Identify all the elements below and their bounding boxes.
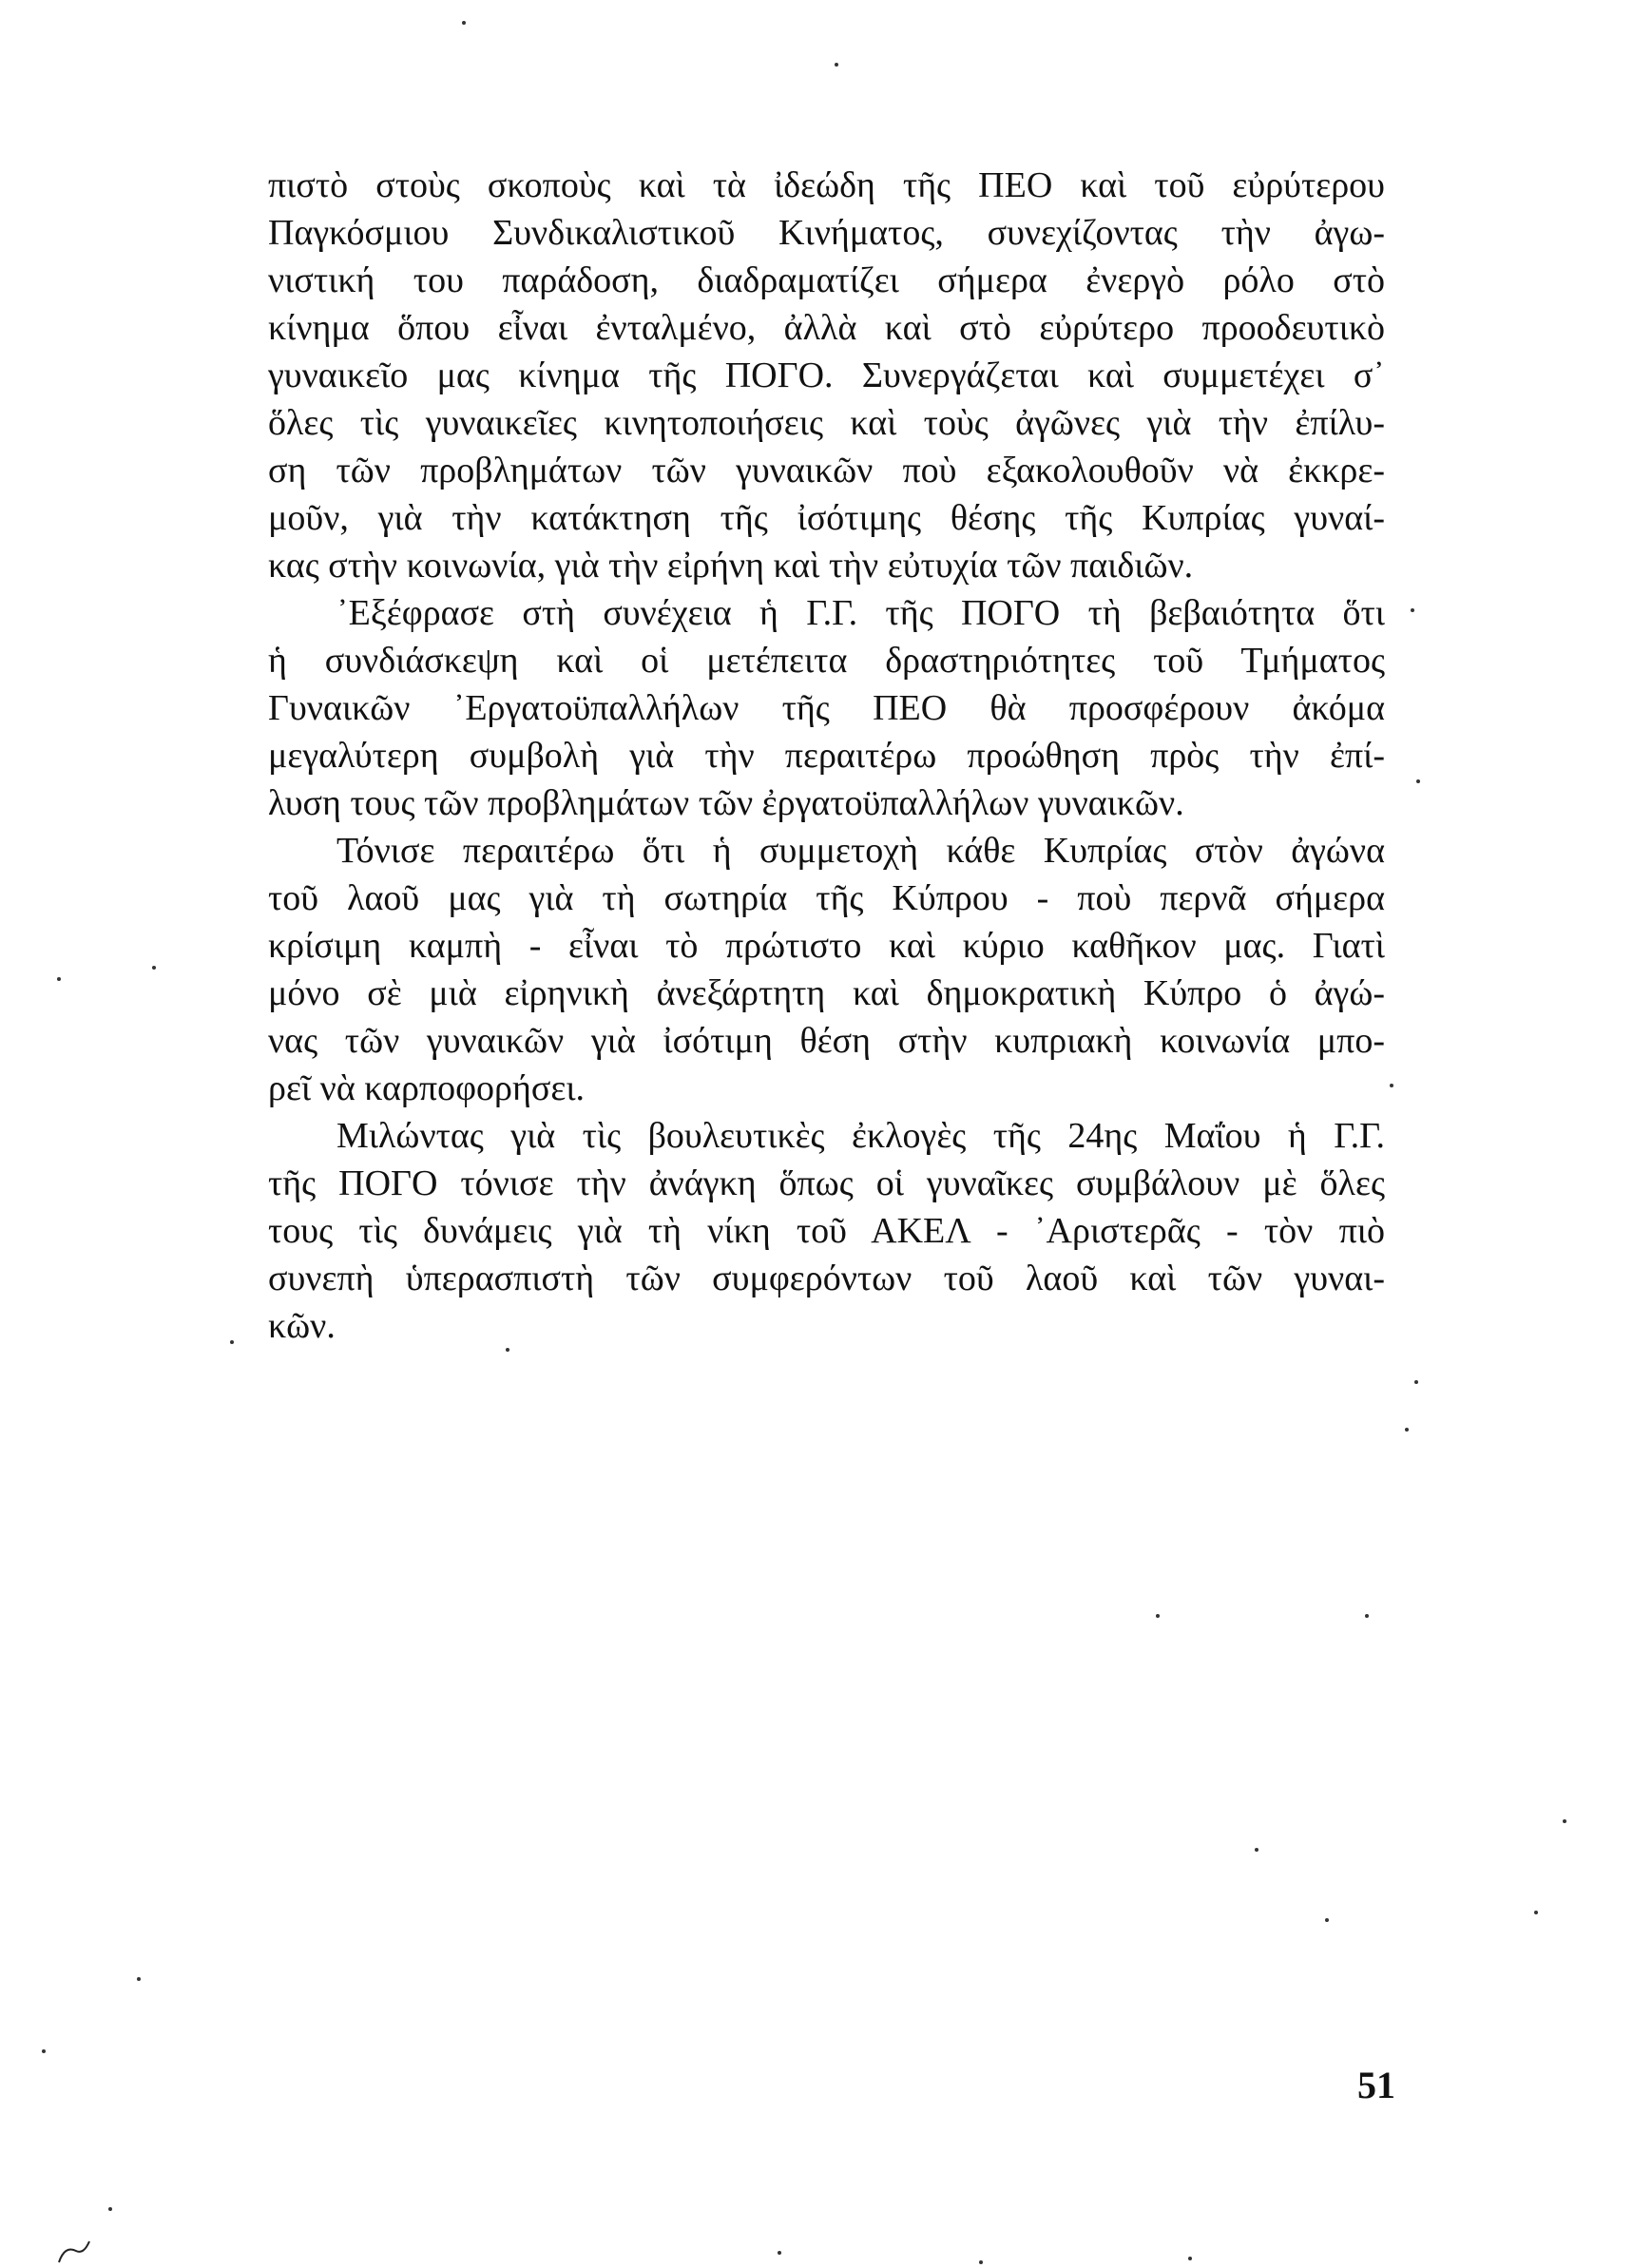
- scan-speck: [778, 2251, 781, 2255]
- corner-scan-mark-icon: [55, 2236, 93, 2264]
- text-line: Γυναικῶν ᾿Εργατοϋπαλλήλων τῆς ΠΕΟ θὰ προσφέρουν ἀκόμα: [268, 688, 1385, 728]
- text-line: κίνημα ὅπου εἶναι ἐνταλμένο, ἀλλὰ καὶ στὸ εὐρύτερο προοδευτικὸ: [268, 308, 1385, 348]
- scan-speck: [1255, 1848, 1258, 1852]
- text-line: μόνο σὲ μιὰ εἰρηνικὴ ἀνεξάρτητη καὶ δημοκρατικὴ Κύπρο ὁ ἀγώ-: [268, 973, 1385, 1013]
- text-line: συνεπὴ ὑπερασπιστὴ τῶν συμφερόντων τοῦ λαοῦ καὶ τῶν γυναι-: [268, 1259, 1385, 1298]
- scan-speck: [137, 1977, 141, 1981]
- scan-speck: [1414, 1380, 1418, 1384]
- text-line: ρεῖ νὰ καρποφορήσει.: [268, 1068, 586, 1108]
- scan-speck: [230, 1340, 234, 1344]
- scan-speck: [108, 2207, 112, 2211]
- text-line: τους τὶς δυνάμεις γιὰ τὴ νίκη τοῦ ΑΚΕΛ - ᾿Αριστερᾶς - τὸν πιὸ: [268, 1211, 1385, 1251]
- text-line: ση τῶν προβλημάτων τῶν γυναικῶν ποὺ εξακολουθοῦν νὰ ἐκκρε-: [268, 451, 1385, 490]
- body-text: [268, 162, 1385, 1350]
- scan-speck: [979, 2260, 983, 2264]
- scan-speck: [152, 966, 156, 970]
- text-line: γυναικεῖο μας κίνημα τῆς ΠΟΓΟ. Συνεργάζεται καὶ συμμετέχει σ᾿: [268, 356, 1385, 395]
- page-number: 51: [1357, 2064, 1395, 2106]
- text-line: μοῦν, γιὰ τὴν κατάκτηση τῆς ἰσότιμης θέσης τῆς Κυπρίας γυναί-: [268, 498, 1385, 538]
- text-line: Τόνισε περαιτέρω ὅτι ἡ συμμετοχὴ κάθε Κυπρίας στὸν ἀγώνα: [336, 831, 1385, 871]
- text-line: κῶν.: [268, 1306, 336, 1346]
- text-line: νας τῶν γυναικῶν γιὰ ἰσότιμη θέση στὴν κυπριακὴ κοινωνία μπο-: [268, 1021, 1385, 1061]
- scan-speck: [1365, 1614, 1369, 1618]
- scan-speck: [1325, 1918, 1329, 1922]
- scan-speck: [1156, 1614, 1160, 1618]
- text-line: ὅλες τὶς γυναικεῖες κινητοποιήσεις καὶ τοὺς ἀγῶνες γιὰ τὴν ἐπίλυ-: [268, 403, 1385, 443]
- scan-speck: [57, 977, 61, 981]
- text-line: Μιλώντας γιὰ τὶς βουλευτικὲς ἐκλογὲς τῆς 24ης Μαΐου ἡ Γ.Γ.: [336, 1116, 1385, 1156]
- text-line: κρίσιμη καμπὴ - εἶναι τὸ πρώτιστο καὶ κύριο καθῆκον μας. Γιατὶ: [268, 926, 1385, 966]
- text-line: Παγκόσμιου Συνδικαλιστικοῦ Κινήματος, συνεχίζοντας τὴν ἀγω-: [268, 213, 1385, 253]
- scan-speck: [462, 21, 466, 25]
- text-line: νιστική του παράδοση, διαδραματίζει σήμερα ἐνεργὸ ρόλο στὸ: [268, 260, 1385, 300]
- scan-speck: [1416, 779, 1420, 783]
- scan-speck: [42, 2049, 46, 2053]
- scan-speck: [835, 63, 838, 67]
- scan-speck: [506, 1348, 509, 1352]
- text-line: ᾿Εξέφρασε στὴ συνέχεια ἡ Γ.Γ. τῆς ΠΟΓΟ τὴ βεβαιότητα ὅτι: [336, 593, 1385, 633]
- scan-speck: [1563, 1819, 1566, 1823]
- scan-speck: [1390, 1084, 1393, 1087]
- text-line: τοῦ λαοῦ μας γιὰ τὴ σωτηρία τῆς Κύπρου - ποὺ περνᾶ σήμερα: [268, 878, 1385, 918]
- text-line: λυση τους τῶν προβλημάτων τῶν ἐργατοϋπαλλήλων γυναικῶν.: [268, 783, 1184, 823]
- text-line: κας στὴν κοινωνία, γιὰ τὴν εἰρήνη καὶ τὴν εὐτυχία τῶν παιδιῶν.: [268, 546, 1194, 586]
- scan-speck: [1411, 608, 1414, 612]
- text-line: τῆς ΠΟΓΟ τόνισε τὴν ἀνάγκη ὅπως οἱ γυναῖκες συμβάλουν μὲ ὅλες: [268, 1163, 1385, 1203]
- scan-speck: [1405, 1428, 1409, 1432]
- text-line: ἡ συνδιάσκεψη καὶ οἱ μετέπειτα δραστηριότητες τοῦ Τμήματος: [268, 641, 1385, 681]
- scan-speck: [1534, 1911, 1538, 1914]
- text-line: πιστὸ στοὺς σκοποὺς καὶ τὰ ἰδεώδη τῆς ΠΕΟ καὶ τοῦ εὐρύτερου: [268, 165, 1385, 205]
- scan-speck: [1188, 2257, 1192, 2260]
- text-line: μεγαλύτερη συμβολὴ γιὰ τὴν περαιτέρω προώθηση πρὸς τὴν ἐπί-: [268, 736, 1385, 776]
